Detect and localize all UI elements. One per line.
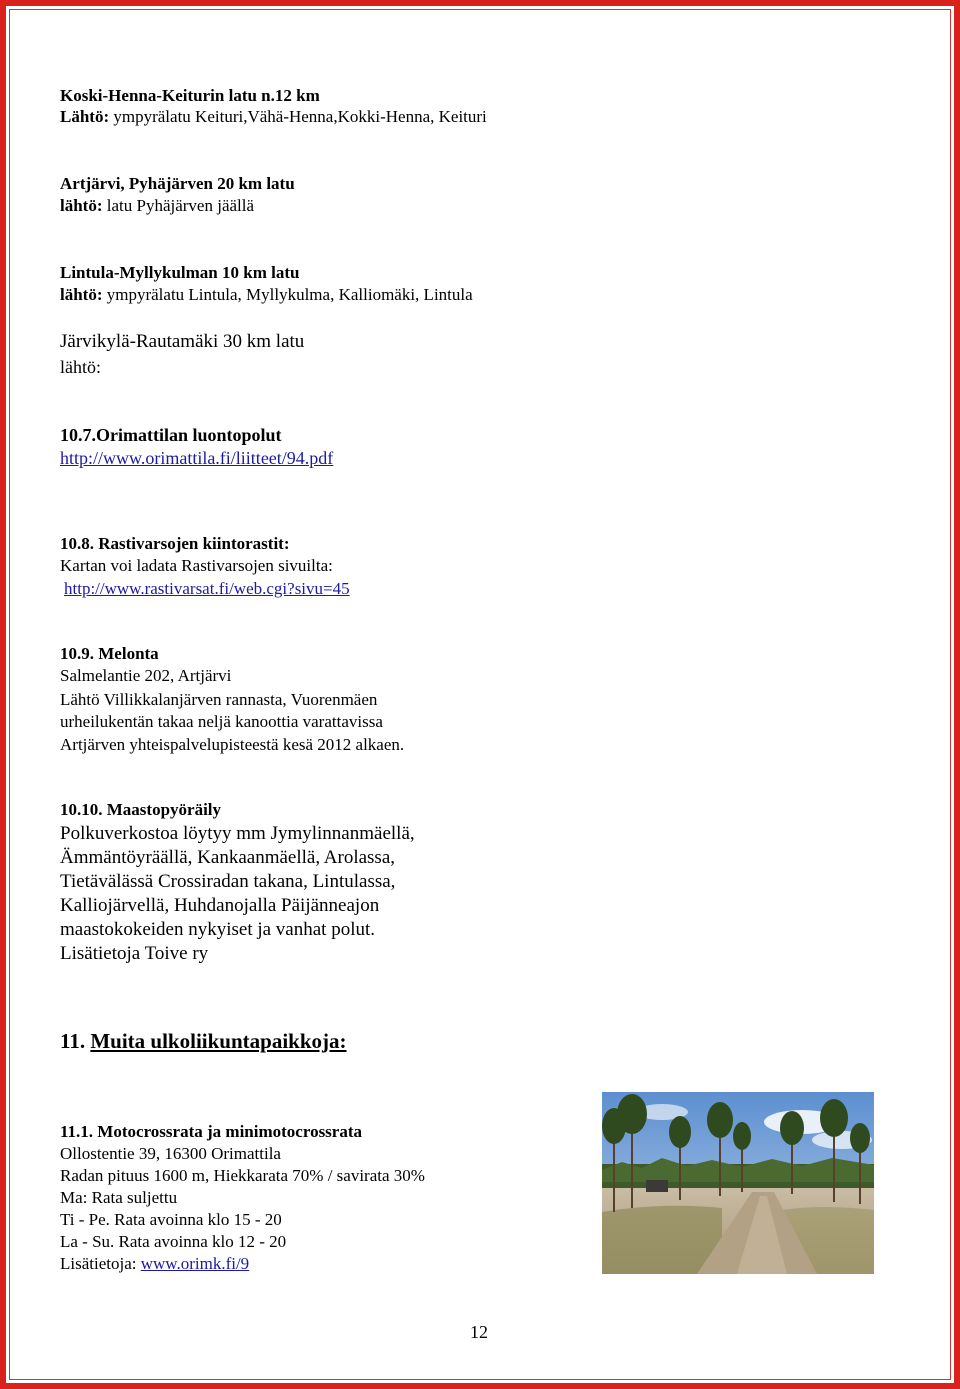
rastivarsat-text: Kartan voi ladata Rastivarsojen sivuilta:	[60, 556, 333, 575]
luontopolut-link[interactable]: http://www.orimattila.fi/liitteet/94.pdf	[60, 448, 334, 468]
info-label: Lisätietoja:	[60, 1254, 141, 1273]
start-label: lähtö:	[60, 196, 103, 215]
motocross-info	[60, 1253, 249, 1275]
artjarvi-title: Artjärvi, Pyhäjärven 20 km latu	[60, 174, 295, 193]
melonta-line: Lähtö Villikkalanjärven rannasta, Vuorenmäen	[60, 690, 378, 709]
section-10-7-heading: 10.7.Orimattilan luontopolut	[60, 425, 282, 445]
artjarvi-start	[60, 195, 254, 217]
melonta-line: urheilukentän takaa neljä kanoottia varattavissa	[60, 712, 383, 731]
motocross-track-photo	[602, 1092, 874, 1274]
lintula-title: Lintula-Myllykulman 10 km latu	[60, 263, 300, 282]
start-text: latu Pyhäjärven jäällä	[102, 196, 255, 215]
page-number: 12	[470, 1322, 488, 1342]
maastopyoraily-line: Ämmäntöyräällä, Kankaanmäellä, Arolassa,	[60, 847, 396, 868]
motocross-line: Radan pituus 1600 m, Hiekkarata 70% / savirata 30%	[60, 1166, 425, 1185]
orimk-link[interactable]: www.orimk.fi/9	[140, 1254, 250, 1273]
koski-start	[60, 106, 487, 128]
section-10-8-heading: 10.8. Rastivarsojen kiintorastit:	[60, 534, 290, 553]
jarvikyla-title: Järvikylä-Rautamäki 30 km latu	[60, 331, 305, 352]
melonta-line: Artjärven yhteispalvelupisteestä kesä 2012 alkaen.	[60, 735, 405, 754]
jarvikyla-start: lähtö:	[60, 357, 101, 377]
melonta-line: Salmelantie 202, Artjärvi	[60, 666, 232, 685]
section-11-title: Muita ulkoliikuntapaikkoja:	[90, 1029, 347, 1053]
motocross-line: Ollostentie 39, 16300 Orimattila	[60, 1144, 281, 1163]
start-text: ympyrälatu Keituri,Vähä-Henna,Kokki-Henna, Keituri	[109, 107, 487, 126]
maastopyoraily-line: Polkuverkostoa löytyy mm Jymylinnanmäellä,	[60, 823, 415, 844]
start-text: ympyrälatu Lintula, Myllykulma, Kalliomäki, Lintula	[102, 285, 473, 304]
maastopyoraily-line: Kalliojärvellä, Huhdanojalla Päijänneajon	[60, 895, 380, 916]
section-10-9-heading: 10.9. Melonta	[60, 644, 159, 663]
maastopyoraily-line: Tietävälässä Crossiradan takana, Lintulassa,	[60, 871, 396, 892]
section-10-10-heading: 10.10. Maastopyöräily	[60, 800, 222, 819]
rastivarsat-link[interactable]: http://www.rastivarsat.fi/web.cgi?sivu=45	[64, 579, 350, 598]
motocross-line: La - Su. Rata avoinna klo 12 - 20	[60, 1232, 287, 1251]
motocross-line: Ma: Rata suljettu	[60, 1188, 178, 1207]
maastopyoraily-line: maastokokeiden nykyiset ja vanhat polut.	[60, 919, 376, 940]
maastopyoraily-line: Lisätietoja Toive ry	[60, 943, 209, 964]
start-label: lähtö:	[60, 285, 103, 304]
section-11-heading	[60, 1028, 347, 1054]
koski-title: Koski-Henna-Keiturin latu n.12 km	[60, 86, 320, 105]
section-11-number: 11.	[60, 1029, 86, 1053]
section-11-1-heading: 11.1. Motocrossrata ja minimotocrossrata	[60, 1122, 363, 1141]
start-label: Lähtö:	[60, 107, 110, 126]
motocross-line: Ti - Pe. Rata avoinna klo 15 - 20	[60, 1210, 282, 1229]
lintula-start	[60, 284, 473, 306]
